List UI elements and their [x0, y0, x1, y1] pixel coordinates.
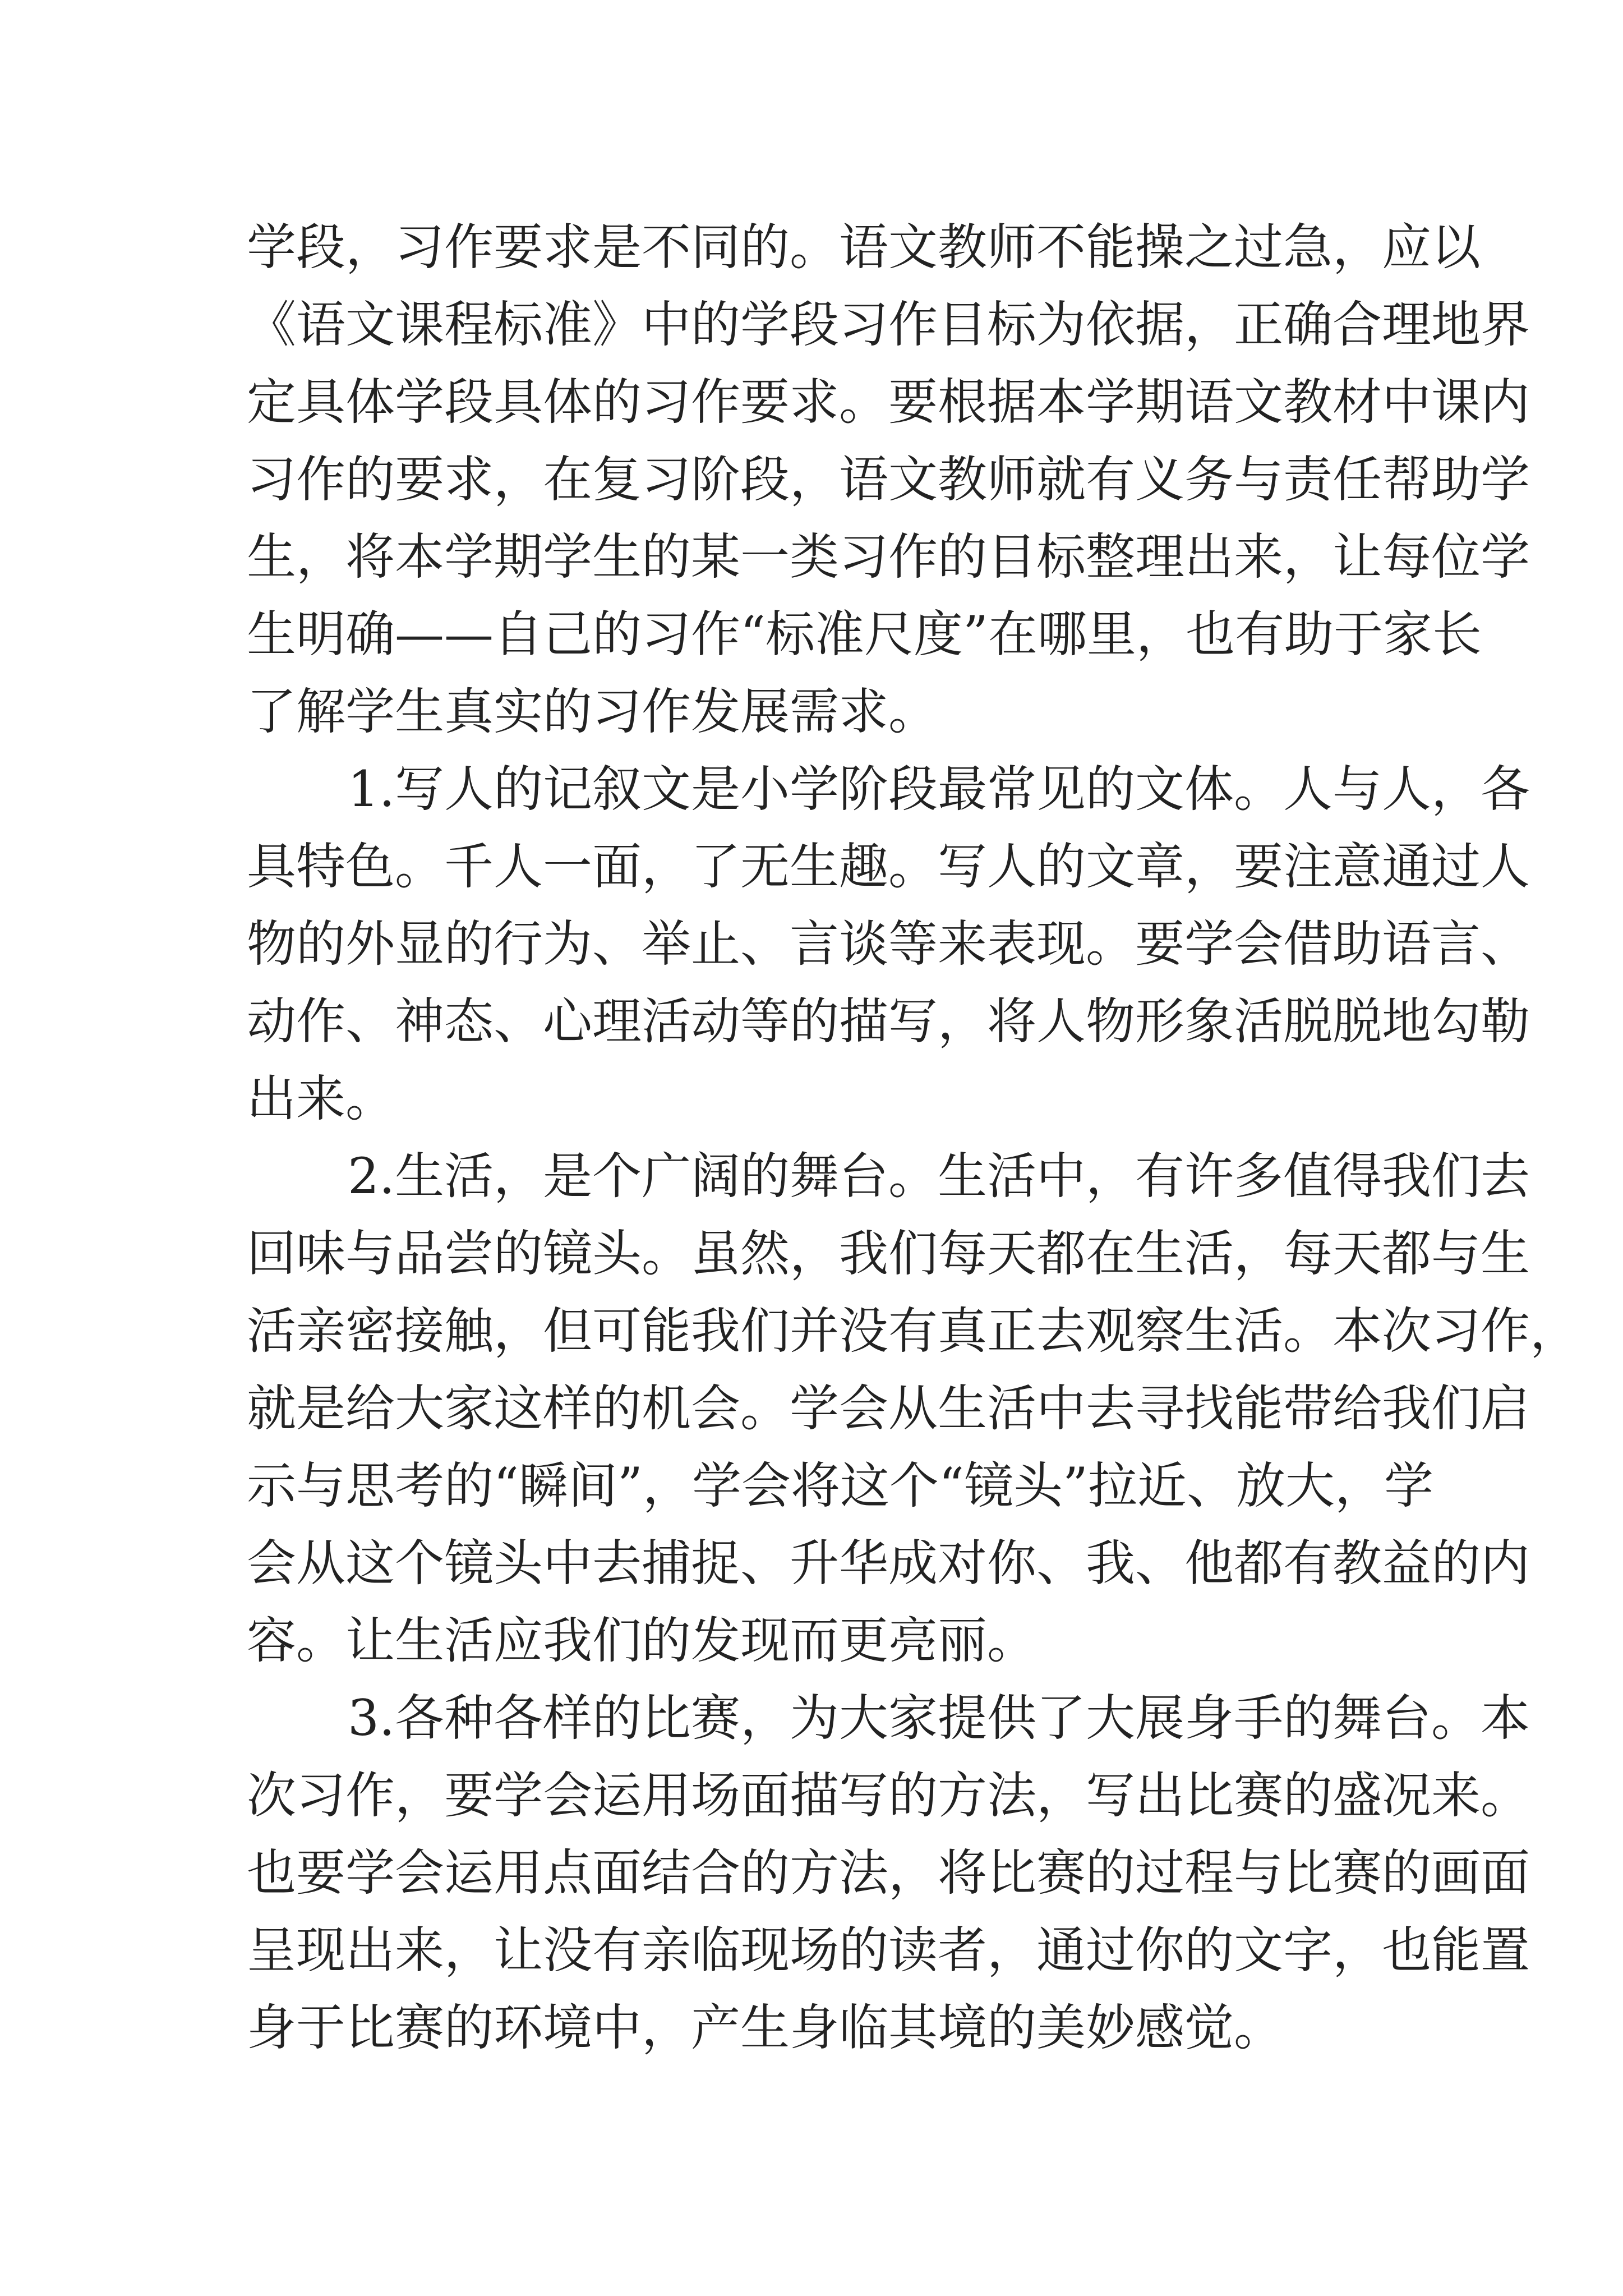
text-line: 出来。: [247, 1070, 395, 1128]
text-line: 身于比赛的环境中，产生身临其境的美妙感觉。: [247, 1999, 1284, 2056]
text-line: 也要学会运用点面结合的方法，将比赛的过程与比赛的画面: [247, 1844, 1530, 1902]
text-line: 呈现出来，让没有亲临现场的读者，通过你的文字，也能置: [247, 1921, 1530, 1979]
text-line: 习作的要求，在复习阶段，语文教师就有义务与责任帮助学: [247, 450, 1530, 508]
text-line: 动作、神态、心理活动等的描写，将人物形象活脱脱地勾勒: [247, 992, 1530, 1050]
text-line: 容。让生活应我们的发现而更亮丽。: [247, 1612, 1037, 1669]
text-line: 生明确——自己的习作“标准尺度”在哪里，也有助于家长: [247, 605, 1482, 663]
text-line: 次习作，要学会运用场面描写的方法，写出比赛的盛况来。: [247, 1766, 1530, 1824]
text-line: 了解学生真实的习作发展需求。: [247, 683, 938, 740]
document-body: [247, 209, 1580, 2067]
text-line: 生，将本学期学生的某一类习作的目标整理出来，让每位学: [247, 528, 1530, 586]
paragraph-3-first-line: 3.各种各样的比赛，为大家提供了大展身手的舞台。本: [348, 1689, 1530, 1747]
text-line: 《语文课程标准》中的学段习作目标为依据，正确合理地界: [247, 296, 1530, 353]
text-line: 物的外显的行为、举止、言谈等来表现。要学会借助语言、: [247, 915, 1530, 973]
text-line: 就是给大家这样的机会。学会从生活中去寻找能带给我们启: [247, 1379, 1530, 1437]
paragraph-2-first-line: 2.生活，是个广阔的舞台。生活中，有许多值得我们去: [348, 1147, 1530, 1205]
text-line: 学段，习作要求是不同的。语文教师不能操之过急，应以: [247, 218, 1481, 276]
text-line: 会从这个镜头中去捕捉、升华成对你、我、他都有教益的内: [247, 1534, 1530, 1592]
text-line: 示与思考的“瞬间”，学会将这个“镜头”拉近、放大，学: [247, 1457, 1433, 1515]
text-line: 活亲密接触，但可能我们并没有真正去观察生活。本次习作，: [247, 1302, 1580, 1360]
text-line: 回味与品尝的镜头。虽然，我们每天都在生活，每天都与生: [247, 1225, 1530, 1282]
text-line: 具特色。千人一面，了无生趣。写人的文章，要注意通过人: [247, 838, 1530, 895]
text-line: 定具体学段具体的习作要求。要根据本学期语文教材中课内: [247, 373, 1530, 431]
paragraph-1-first-line: 1.写人的记叙文是小学阶段最常见的文体。人与人，各: [348, 760, 1530, 818]
